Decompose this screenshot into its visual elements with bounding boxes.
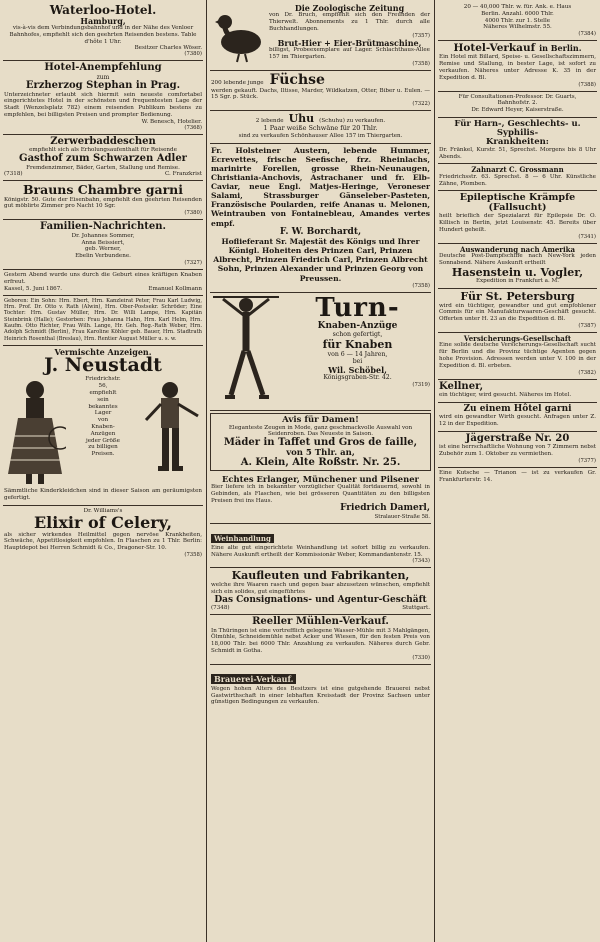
ad-body: sind zu verkaufen Schönhauser Allee 157 im Thiergarten. (238, 132, 403, 139)
ad-body: Unterzeichneter erlaubt sich hiermit sein neueste comfortabel eingerichtetes Hotel in der schönsten und frequentesten Lage der Stadt (Wenzelsplatz 782) einem reisenden Publikum bestens zu empfehlen, bei billigsten Preisen und prompter Bedienung. (4, 91, 202, 119)
ad-zoologische-zeitung (210, 2, 431, 71)
ad-sub: zum (96, 73, 110, 81)
section-title: Familien-Nachrichten. (40, 221, 166, 233)
ad-owner: Besitzer Charles Wöser. (134, 45, 202, 52)
ad-sub: Knaben-Anzüge (317, 320, 398, 331)
ad-line: Bahnhofstr. 2. (497, 100, 538, 107)
ad-title: Brut-Hier + Eier-Brütmaschine, (277, 37, 422, 48)
ad-line: Berlin. Anzahl. 6000 Thlr. (481, 10, 554, 17)
ad-ref: (7327) (184, 259, 202, 266)
ad-body: wird ein tüchtiger, gewandter und gut empfohlener Commis für ein Manufakturwaaren-Geschäft gesucht. Offerten unter H. 23 an die Expedition d. Bl. (439, 302, 596, 323)
ad-title: Brauerei-Verkauf. (211, 674, 296, 684)
ad-ref: (7358) (412, 282, 430, 289)
ad-body: Friedrichsstr. 63. Sprechst. 8 — 6 Uhr. Künstliche Zähne, Plomben. (439, 173, 596, 187)
ad-brauerei (210, 665, 431, 709)
ad-body: vis-à-vis dem Verbindungsbahnhof und in der Nähe des Venloer Bahnhofes, empfiehlt sich den geehrten Reisenden bestens. Table d'hôte 1 Uhr. (9, 24, 197, 45)
ad-title: Füchse (269, 71, 325, 88)
ad-body: heilt brieflich der Spezialarzt für Epilepsie Dr. O. Killisch in Berlin, jetzt Louisenstr. 45. Bereits über Hundert geheilt. (439, 213, 596, 233)
ad-price: von 5 Thlr. an, (286, 447, 355, 458)
ad-line: Für Consultationen-Professor. Dr. Guarts, (458, 93, 577, 100)
ad-turn-anzuege (210, 293, 431, 411)
ad-title: Reeller Mühlen-Verkauf. (252, 616, 389, 628)
ad-line: 4000 Thlr. zur 1. Stelle (484, 17, 551, 24)
ad-kaufleuten (210, 568, 431, 615)
family-line: Dr. Johannes Sommer, (71, 232, 135, 239)
ad-body: (Schuhu) zu verkaufen. (319, 118, 386, 125)
ad-city: Hamburg, (80, 15, 126, 26)
ad-title: Kellner, (439, 380, 484, 392)
ad-name: F. W. Borchardt, (279, 226, 362, 237)
ad-hotel-prag (3, 61, 203, 134)
ad-body: empfiehlt sich als Erholungsaufenthalt für Reisende (29, 147, 177, 154)
ad-name: Erzherzog Stephan in Prag. (25, 80, 181, 92)
ad-muehlen-verkauf (210, 615, 431, 665)
ad-brauns (3, 181, 203, 220)
ad-body: In Thüringen ist eine vortrefflich gelegene Wasser-Mühle mit 3 Mahlgängen, Ölmühle, Schneidemühle nebst Acker und Wiesen, für den festen Preis von 18,000 Thlr. bei 6000 Thlr. Anzahlung zu verkaufen. Näheres durch Gebr. Schmidt in Gotha. (211, 627, 430, 654)
ad-body: Bier liefere ich in bekannter vorzüglicher Qualität fortdauernd, sowohl in Gebinden, als Flaschen, wie bei grösseren Quantitäten zu den billigsten Preisen frei ins Haus. (211, 483, 430, 504)
ad-body: ein tüchtiger, wird gesucht. Näheres im Hotel. (439, 392, 572, 399)
ad-kellner (438, 380, 597, 403)
ad-line: Dr. Edward Heyer, Kaiserstraße. (471, 107, 564, 114)
ad-waterloo-hotel (3, 2, 203, 61)
ad-ref: (7322) (412, 101, 430, 108)
ad-addr: Stuttgart. (402, 605, 430, 612)
ad-city: in Berlin. (539, 43, 582, 54)
family-line: geb. Werner, (84, 246, 122, 253)
ad-ref: (7384) (578, 31, 596, 38)
ad-title-2: Krankheiten: (486, 136, 549, 147)
ad-title: Die Zoologische Zeitung (294, 3, 405, 13)
ad-title: Für St. Petersburg (460, 290, 575, 304)
ad-body: Wegen hohen Alters des Besitzers ist eine gutgehende Brauerei nebst Gastwirthschaft in einer lebhaften Kreisstadt der Provinz Sachsen unter günstigen Bedingungen zu verkaufen. (211, 685, 430, 706)
ad-line: bei (352, 358, 363, 366)
ad-borchardt (210, 144, 431, 293)
ad-ref: (7358) (184, 552, 202, 559)
ad-sub: Expedition in Frankfurt a. M. (475, 278, 560, 285)
ad-line: Knaben- (91, 424, 115, 431)
ad-jaegerstrasse (438, 432, 597, 468)
ad-epilepsie (438, 191, 597, 243)
notice-signer: Emanuel Kollmann (148, 285, 202, 292)
ad-count: 2 lebende (255, 118, 284, 125)
ad-signer: C. Franzkrist (164, 171, 202, 178)
ad-body: von Dr. Bruch, empfiehlt sich den Freunden der Thierwelt. Abonnements zu 1 Thlr. durch alle Buchhandlungen. (269, 12, 430, 33)
column-right (435, 0, 600, 942)
ad-versicherung (438, 333, 597, 380)
family-line: Ebelin Verbundene. (75, 253, 131, 260)
section-title: Vermischte Anzeigen. (54, 347, 152, 358)
ad-uhu (210, 111, 431, 144)
ad-title: Uhu (288, 112, 315, 126)
ad-bottom (438, 468, 597, 487)
ad-amerika (438, 244, 597, 289)
ad-money-top (438, 2, 597, 41)
ad-body: Fr. Holsteiner Austern, lebende Hummer, Ecrevettes, frische Seefische, frz. Rheinlachs, marinirte Forellen, grosse Rhein-Neunaugen, Christiania-Anchovis, Astrachaner und fr. Elb-Caviar, neue Engl. Matjes-Heringe, Veroneser Salami, Strassburger Gänseleber-Pasteten, Französische Poularden, reife Ananas u. Melonen, Weintrauben von Fontainebleau, Amandes vertes empf. (211, 145, 430, 228)
ad-ref: (7348) (211, 605, 230, 612)
ad-elixir (3, 506, 203, 561)
ad-body: Ein Hotel mit Billard, Speise- u. Gesellschaftszimmern, Remise und Stallung, in bester Lage, ist sofort zu verkaufen. Näheres unter Adresse K. 35 in der Expedition d. Bl. (439, 54, 596, 81)
ad-line: Lager (94, 410, 112, 417)
ad-fuechse (210, 71, 431, 111)
ad-title: Avis für Damen! (282, 414, 359, 425)
ad-title: Weinhandlung (211, 534, 274, 543)
ad-title: Elixir of Celery, (33, 512, 173, 532)
ad-title: Jägerstraße Nr. 20 (465, 432, 570, 444)
ad-body: wird ein gewandter Wirth gesucht. Anfragen unter Z. 12 in der Expedition. (439, 414, 596, 428)
ad-zahnarzt (438, 164, 597, 191)
ad-body: Dr. Fränkel, Kurstr. 51, Sprechst. Morgens bis 8 Uhr Abends. (439, 146, 596, 160)
ad-title: Für Harn-, Geschlechts- u. Syphilis- (454, 118, 581, 138)
ad-petersburg (438, 289, 597, 333)
ad-ref: (7377) (578, 458, 596, 465)
ad-ref: (7382) (578, 369, 596, 376)
ad-avis-damen (210, 413, 431, 471)
ad-line: 56, (98, 383, 108, 390)
ad-ref: (7330) (412, 654, 430, 661)
birth-notice (3, 270, 203, 296)
notice-body: Gestern Abend wurde uns durch die Geburt eines kräftigen Knaben erfreut. (4, 271, 202, 285)
family-line: Anna Beissiert, (81, 239, 125, 246)
ad-title: Turn- (315, 292, 400, 323)
ad-addr: Königsgraben-Str. 42. (323, 374, 392, 382)
ad-count: 200 lebende junge (211, 79, 264, 86)
boy-illustration (140, 376, 202, 488)
ad-ref: (7380) (184, 51, 202, 58)
ad-name: A. Klein, Alte Roßstr. Nr. 25. (240, 456, 401, 468)
ad-harn (438, 118, 597, 164)
ad-name: Hasenstein u. Vogler, (451, 265, 584, 279)
column-left (0, 0, 207, 942)
ad-ref: (7368) (184, 124, 202, 131)
ad-body: Eine Kutsche — Trianon — ist zu verkaufen Gr. Frankfurterstr. 14. (439, 470, 596, 483)
ad-bier (210, 473, 431, 524)
ad-extra: Fremdenzimmer, Bäder, Garten, Stallung und Remise. (26, 164, 180, 171)
ad-body: ist eine herrschaftliche Wohnung von 7 Zimmern nebst Zubehör zum 1. Oktober zu vermiethen. (439, 444, 596, 458)
ad-line: Preisen. (91, 451, 115, 458)
ad-title: Versicherungs-Gesellschaft (463, 334, 572, 343)
ad-name: Das Consignations- und Agentur-Geschäft (214, 594, 427, 605)
ad-line: von (97, 417, 109, 424)
ad-ref: (7387) (578, 323, 596, 329)
ad-consultation (438, 92, 597, 118)
ad-title: Auswanderung nach Amerika (459, 244, 576, 254)
column-middle (207, 0, 435, 942)
ad-line: zu billigen (88, 444, 118, 451)
ad-line: jeder Größe (86, 437, 120, 444)
ad-title: Hotel-Anempfehlung (44, 62, 162, 74)
ad-line: schon gefertigt, (332, 331, 383, 339)
ad-body: Deutsche Post-Dampfschiffe nach New-York jeden Sonnabend. Nähere Auskunft ertheilt (439, 253, 596, 266)
gymnast-illustration (211, 295, 281, 407)
ad-ref: (7380) (184, 210, 202, 217)
ad-title: Zahnarzt C. Grossmann (471, 165, 564, 175)
ad-title: Echtes Erlanger, Münchener und Pilsener (222, 474, 419, 485)
ad-gasthof (3, 135, 203, 182)
girl-illustration (4, 376, 66, 488)
ad-ref: (7357) (412, 32, 430, 39)
notice-place: Kassel, 5. Juni 1867. (4, 285, 63, 292)
ad-line: empfiehlt (89, 389, 117, 396)
ad-ref: (7343) (412, 558, 430, 565)
ad-title: Zu einem Hôtel garni (463, 403, 572, 414)
ad-title: Kaufleuten und Fabrikanten, (231, 569, 410, 583)
ad-signer: W. Benesch, Hotelier. (141, 118, 202, 125)
ad-body: Eleganteste Zeugen in Mode, ganz geschmackvolle Auswahl von Seidenroben. Das Neueste in Saison. (228, 424, 413, 438)
ad-body: werden gekauft. Dachs, Iltisse, Marder, Wildkatzen, Otter, Biber u. Eulen. — 15 Sgr. p. Stück. (211, 87, 430, 101)
ad-line: bekanntes (88, 403, 118, 410)
ad-hotel-garni (438, 403, 597, 432)
ad-title: Epileptische Krämpfe (Fallsucht) (459, 192, 576, 214)
ad-line: Näheres Wilhelmstr. 55. (483, 24, 552, 31)
ad-line: 20 — 40,000 Thlr. w. für. Ank. e. Haus (463, 4, 572, 10)
ad-title: Brauns Chambre garni (22, 182, 184, 198)
ad-name: J. Neustadt (44, 354, 162, 377)
ad-line: von 6 — 14 Jahren, (327, 350, 388, 358)
ad-ref: (7341) (578, 233, 596, 240)
ad-title: Hotel-Verkauf (453, 42, 536, 55)
ad-body: Königstr. 50. Gute der Eisenbahn, empfiehlt den geehrten Reisenden gut möblirte Zimmer pro Nacht 10 Sgr. (4, 196, 202, 210)
ad-line: 1 Paar weiße Schwäne für 20 Thlr. (263, 123, 378, 132)
ad-name: Wil. Schöbel, (328, 364, 387, 375)
ad-hotel-verkauf (438, 41, 597, 91)
ad-line: Friedrichstr. (85, 376, 121, 383)
ad-title: Waterloo-Hotel. (49, 3, 157, 17)
ad-body: welche ihre Waaren rasch und gegen baar abzusetzen wünschen, empfiehlt sich ein solides, gut eingeführtes (211, 582, 430, 595)
ad-line: für Knaben (322, 337, 393, 351)
ad-tail: Hoflieferant Sr. Majestät des Königs und Ihrer Königl. Hoheiten des Prinzen Carl, Prinzen Albrecht, Prinzen Friedrich Carl, Prinzen Albrecht Sohn, Prinzen Alexander und Prinzen Georg von Preussen. (213, 237, 428, 283)
ad-body: Eine alte gut eingerichtete Weinhandlung ist sofort billig zu verkaufen. Nähere Auskunft ertheilt der Kommissionär Weber, Kommandantenstr. 15. (211, 544, 430, 558)
ad-footer: Sämmtliche Kinderkleidchen sind in dieser Saison am geräumigsten gefertigt. (4, 488, 202, 502)
ad-addr: Stralauer-Straße 58. (374, 513, 430, 520)
ad-body: billigst, Probeexemplare auf Lager. Schlachthaus-Allee 157 im Thiergarten. (269, 47, 430, 61)
ad-weinhandlung (210, 524, 431, 569)
ad-ref: (7318) (4, 171, 23, 178)
ad-line: sein (97, 396, 109, 403)
ad-ref: (7319) (412, 381, 430, 388)
ad-line: Anzügen (90, 430, 116, 437)
ad-name: Gasthof zum Schwarzen Adler (19, 153, 187, 165)
ad-body: Eine solide deutsche Versicherungs-Gesellschaft sucht für Berlin und die Provinz tüchtige Agenten gegen hohe Provision. Adressen werden unter V. 100 in der Expedition d. Bl. erbeten. (439, 342, 596, 369)
ad-ref: (7388) (578, 81, 596, 88)
ad-title: Zerwerbaddeschen (50, 135, 156, 147)
ad-name: Friedrich Damerl, (340, 503, 430, 514)
birth-death-list (3, 296, 203, 346)
ad-body: als sicher wirkendes Heilmittel gegen nervöse Krankheiten, Schwäche, Appetitlosigkeit empfohlen. In Flaschen zu 1 Thlr. Berlin: Hauptdepot bei Herren Schmidt & Co., Dragoner-Str. 10. (4, 531, 202, 552)
familien-nachrichten (3, 220, 203, 270)
ad-prefix: Dr. Williams's (83, 507, 123, 514)
duck-illustration (211, 4, 265, 64)
ad-neustadt (3, 346, 203, 506)
list-body: Geboren: Ein Sohn: Hrn. Ebert, Hrn. Kanzleirat Peter, Frau Karl Ludwig, Hrn. Prof. Dr. Otto v. Rath (Alwin), Hrn. Ober-Postsekr. Schröder; Eine Tochter: Hrn. Gustav Müller, Hrn. Dr. Willi Lampe, Hrn. Kapitän Steinbrink (Halle); Gestorben: Frau Johanna Hahn, Hrn. Karl Helm, Hrn. Kaufm. Otto Richter, Frau Wilh. Lange, Hr. Geh. Reg.-Rath Weber, Hrn. Adolph Schmidt (Berlin), Frau Karoline Köhler geb. Bauer, Hrn. Stadtrath Heinrich Rosenthal (Breslau), Hrn. Rentier August Müller u. s. w. (4, 297, 202, 342)
ad-big: Mäder in Taffet und Gros de faille, (223, 437, 418, 449)
ad-ref: (7358) (412, 60, 430, 67)
